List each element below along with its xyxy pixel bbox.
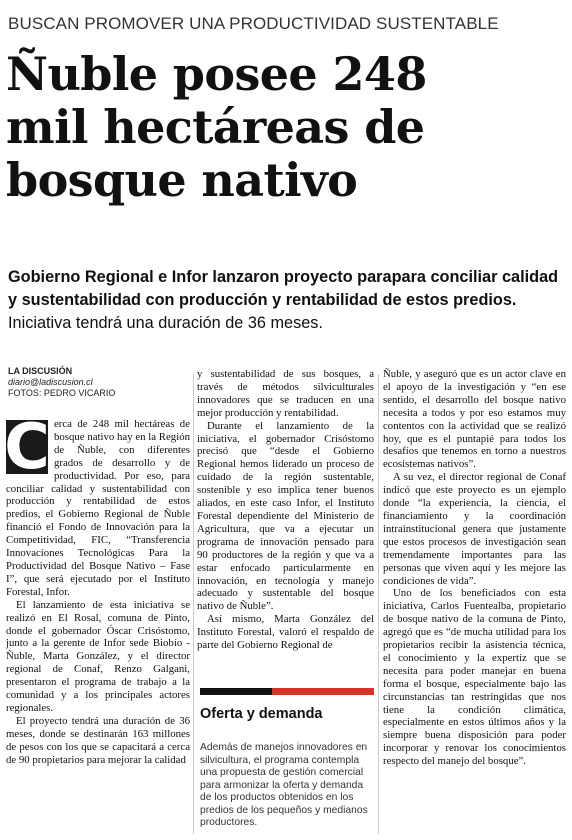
headline-line-3: bosque nativo (6, 153, 358, 207)
paragraph: y sustentabilidad de sus bosques, a través de métodos silviculturales innovadores que se traducen en una mejor producción y rentabilidad. (197, 368, 374, 419)
paragraph: Durante el lanzamiento de la iniciativa, el gobernador Crisóstomo precisó que “desde el Gobierno Regional hemos liderado un proceso de cuidado de la región sustentable, sostenible y eso implica tener buenos aliados, en este caso Infor, el Instituto Forestal dependiente del Ministerio de Agricultura, que va a ejecutar un programa de innovación pensado para 90 productores de la región y que va a estar enfocado particularmente en innovación, en tecnología y manejo adecuado y sustentable del bosque nativo de Ñuble”. (197, 419, 374, 613)
sidebar-bar-red (272, 688, 374, 695)
paragraph: Ñuble, y aseguró que es un actor clave en el apoyo de la investigación y “en ese sentido, el desarrollo del bosque nativo necesita a todos y por eso estamos muy contentos con la actividad que se realizó hoy, que es el puntapié para todos los desafíos que tenemos en torno a nuestros ecosistemas nativos”. (383, 368, 566, 471)
paragraph: A su vez, el director regional de Conaf indicó que este proyecto es un ejemplo donde “la experiencia, la ciencia, el financiamiento y la coordinación intrainstitucional genera que justamente que estos procesos de investigación sean tremendamente importantes para las personas que viven aquí y les mejore las condiciones de vida”. (383, 471, 566, 587)
article-column-3 (383, 368, 566, 768)
sidebar-body: Además de manejos innovadores en silvicultura, el programa contempla una propuesta de gestión comercial para armonizar la oferta y demanda de los productos obtenidos en los predios de los pequeños y medianos productores. (200, 742, 368, 828)
headline-line-2: mil hectáreas de (6, 100, 425, 154)
dropcap: C (4, 410, 50, 483)
headline-line-1: Ñuble posee 248 (6, 47, 427, 101)
article-column-2 (197, 368, 374, 652)
paragraph (4, 410, 190, 599)
paragraph: Uno de los beneficiados con esta iniciativa, Carlos Fuentealba, propietario de bosque nativo de la comuna de Pinto, agregó que es “de mucha utilidad para los propietarios recibir la asistencia técnica, el conocimiento y la expertiz que se necesita para poder manejar en buena forma el bosque, especialmente bajo las circunstancias tan restringidas que nos tiene la condición climática, especialmente en estos últimos años y la siempre buena disposición para poder incorporar y renovar los conocimientos respecto del manejo del bosque”. (383, 587, 566, 768)
sidebar-color-bar (200, 688, 374, 695)
byline (8, 366, 188, 399)
article-column-1 (4, 410, 190, 766)
byline-source: LA DISCUSIÓN (8, 366, 73, 376)
byline-email[interactable]: diario@ladiscusion.cl (8, 377, 93, 387)
headline (6, 48, 568, 207)
deck (8, 266, 566, 335)
sidebar-title: Oferta y demanda (200, 706, 323, 722)
deck-regular: Iniciativa tendrá una duración de 36 meses. (8, 314, 323, 332)
paragraph: El lanzamiento de esta iniciativa se realizó en El Rosal, comuna de Pinto, donde el gobernador Óscar Crisóstomo, junto a la gerente de Infor sede Biobío - Ñuble, Marta González, y el director regional de Conaf, Renzo Galgani, presentaron el programa de trabajo a la comunidad y a los principales actores regionales. (6, 598, 190, 714)
column-divider-2 (378, 374, 379, 834)
kicker: BUSCAN PROMOVER UNA PRODUCTIVIDAD SUSTENTABLE (8, 14, 499, 33)
paragraph: Así mismo, Marta González del Instituto Forestal, valoró el respaldo de parte del Gobierno Regional de (197, 613, 374, 652)
column-divider-1 (193, 374, 194, 834)
paragraph: El proyecto tendrá una duración de 36 meses, donde se destinarán 163 millones de pesos con los que se capacitará a cerca de 90 propietarios para mejorar la calidad (6, 714, 190, 766)
byline-photos: FOTOS: PEDRO VICARIO (8, 388, 116, 398)
sidebar-bar-black (200, 688, 272, 695)
deck-bold: Gobierno Regional e Infor lanzaron proyecto parapara conciliar calidad y sustentabilidad con producción y rentabilidad de estos predios. (8, 268, 559, 309)
paragraph-text: erca de 248 mil hectáreas de bosque nativo hay en la Región de Ñuble, con diferentes grados de desarrollo y de productividad. Por eso, para conciliar calidad y sustentabilidad con producción y rentabilidad de estos predios, el Gobierno Regional de Ñuble financió el Fondo de Innovación para la Competitividad, FIC, “Transferencia Innovaciones Tecnológicas Para la Productividad del Bosque Nativo – Fase I”, que será ejecutado por el Instituto Forestal, Infor. (6, 418, 190, 598)
